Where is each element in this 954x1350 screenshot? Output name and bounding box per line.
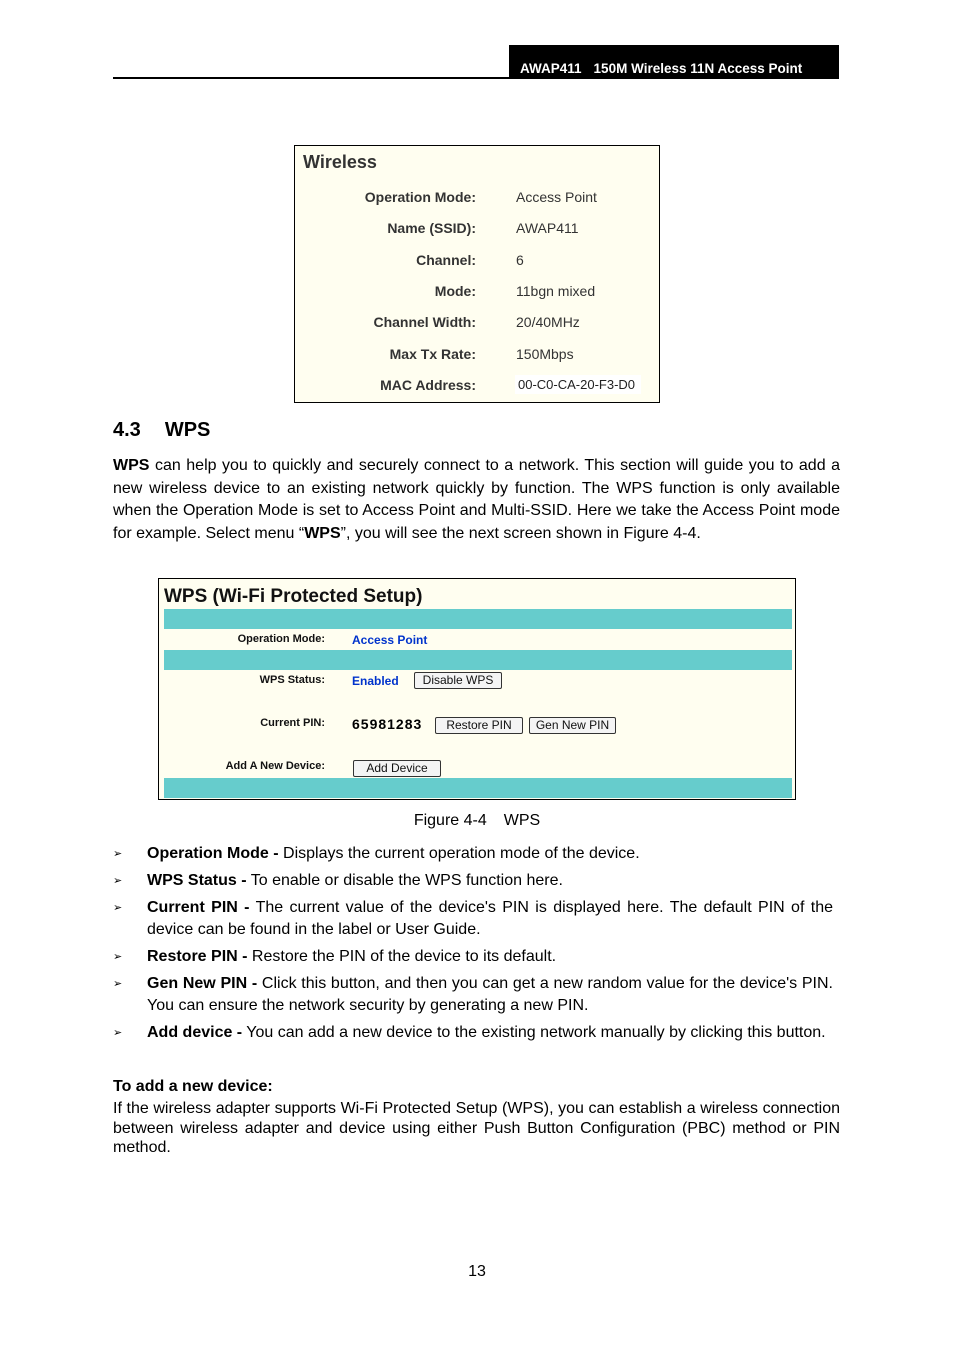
- gen-new-pin-button[interactable]: Gen New PIN: [529, 717, 616, 734]
- list-item: [113, 870, 833, 892]
- subheading: To add a new device:: [113, 1078, 273, 1095]
- figure-name: WPS: [503, 812, 541, 829]
- header-banner: [509, 45, 839, 79]
- final-paragraph: If the wireless adapter supports Wi-Fi Protected Setup (WPS), you can establish a wireless connection between wireless adapter and device using either Push Button Configuration (PBC) method or PIN method.: [113, 1100, 840, 1156]
- wireless-row: [295, 220, 659, 240]
- section-heading: [113, 419, 210, 442]
- wireless-label: Channel:: [416, 252, 476, 268]
- wps-band: [164, 650, 792, 670]
- wireless-label: MAC Address:: [380, 377, 476, 393]
- operation-mode-label: Operation Mode:: [237, 633, 325, 645]
- current-pin-value: 65981283: [352, 716, 423, 732]
- wireless-panel: [294, 145, 660, 403]
- wps-panel: [158, 578, 796, 800]
- section-number: 4.3: [113, 419, 141, 441]
- bullet-term: Operation Mode -: [147, 845, 279, 862]
- header-model: AWAP411: [520, 61, 582, 76]
- wireless-value: 150Mbps: [516, 346, 574, 362]
- intro-bold-menu: WPS: [304, 524, 341, 542]
- intro-text-2: ”, you will see the next screen shown in Figure 4-4.: [340, 524, 701, 542]
- current-pin-label: Current PIN:: [260, 717, 325, 729]
- intro-bold-lead: WPS: [113, 457, 150, 474]
- figure-number: Figure 4-4: [413, 812, 487, 829]
- bullet-text: You can add a new device to the existing network manually by clicking this button.: [242, 1024, 826, 1041]
- bullet-arrow-icon: ➢: [113, 1027, 123, 1039]
- list-item: [113, 973, 833, 1017]
- wireless-row: [295, 189, 659, 209]
- bullet-arrow-icon: ➢: [113, 875, 123, 887]
- wireless-label: Name (SSID):: [387, 220, 476, 236]
- bullet-text: Click this button, and then you can get a new random value for the device's PIN. You can ensure the network security by generating a new PIN.: [147, 975, 833, 1014]
- bullet-arrow-icon: ➢: [113, 902, 123, 914]
- header-product: 150M Wireless 11N Access Point: [593, 61, 803, 76]
- wireless-row: [295, 252, 659, 272]
- intro-text-1: can help you to quickly and securely connect to a network. This section will guide you to add a new wireless device to an existing network quickly by function. The WPS function is only available when the Operation Mode is set to Access Point and Multi-SSID. Here we take the Access Point mode for example. Select menu “: [113, 457, 840, 542]
- disable-wps-button[interactable]: Disable WPS: [414, 672, 502, 689]
- wireless-row: [295, 377, 659, 397]
- wps-band: [164, 778, 792, 798]
- bullet-arrow-icon: ➢: [113, 848, 123, 860]
- page-number: 13: [468, 1263, 486, 1280]
- mac-address-value: 00-C0-CA-20-F3-D0: [515, 375, 641, 394]
- bullet-term: WPS Status -: [147, 872, 247, 889]
- bullet-arrow-icon: ➢: [113, 978, 123, 990]
- list-item: [113, 897, 833, 941]
- operation-mode-value: Access Point: [352, 633, 428, 647]
- wps-status-label: WPS Status:: [259, 674, 325, 686]
- bullet-term: Restore PIN -: [147, 948, 248, 965]
- bullet-text: Restore the PIN of the device to its default.: [247, 948, 557, 965]
- figure-caption: [0, 812, 954, 830]
- section-title: WPS: [164, 419, 211, 441]
- bullet-text: To enable or disable the WPS function here.: [246, 872, 563, 889]
- wireless-value: 20/40MHz: [516, 314, 580, 330]
- wireless-row: [295, 283, 659, 303]
- wps-title: WPS (Wi-Fi Protected Setup): [164, 586, 423, 607]
- bullet-term: Gen New PIN -: [147, 975, 258, 992]
- wireless-value: 11bgn mixed: [516, 283, 596, 299]
- bullet-term: Current PIN -: [147, 899, 250, 916]
- wireless-value: Access Point: [516, 189, 597, 205]
- bullet-term: Add device -: [147, 1024, 243, 1041]
- add-device-label: Add A New Device:: [225, 760, 325, 772]
- wireless-label: Mode:: [434, 283, 476, 299]
- wireless-label: Channel Width:: [373, 314, 476, 330]
- list-item: [113, 843, 833, 865]
- wps-status-value: Enabled: [352, 674, 399, 688]
- wireless-row: [295, 346, 659, 366]
- wireless-row: [295, 314, 659, 334]
- add-device-button[interactable]: Add Device: [353, 760, 441, 777]
- wireless-label: Max Tx Rate:: [389, 346, 476, 362]
- bullet-text: Displays the current operation mode of the device.: [278, 845, 640, 862]
- wireless-value: AWAP411: [516, 220, 579, 236]
- list-item: [113, 1022, 833, 1044]
- bullet-arrow-icon: ➢: [113, 951, 123, 963]
- restore-pin-button[interactable]: Restore PIN: [435, 717, 523, 734]
- bullet-text: The current value of the device's PIN is displayed here. The default PIN of the device can be found in the label or User Guide.: [147, 899, 834, 938]
- intro-paragraph: [113, 455, 840, 545]
- wireless-title: Wireless: [303, 152, 377, 172]
- wps-band: [164, 609, 792, 629]
- wireless-value: 6: [516, 252, 524, 268]
- wireless-label: Operation Mode:: [364, 189, 476, 205]
- list-item: [113, 946, 833, 968]
